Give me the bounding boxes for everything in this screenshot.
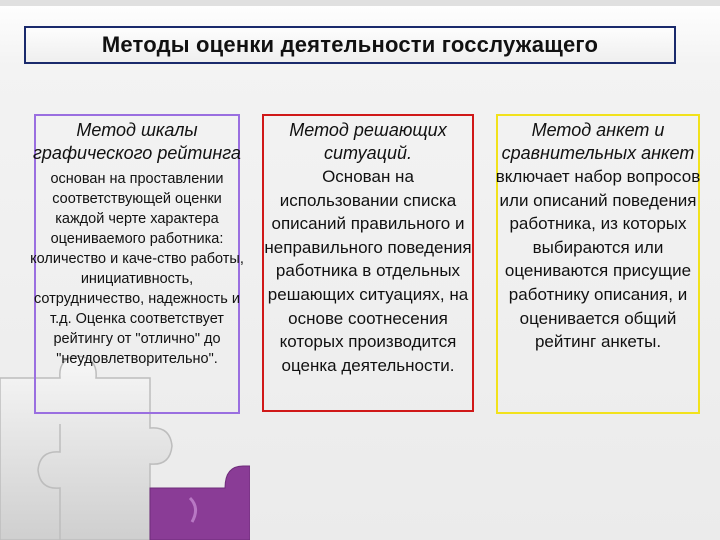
method-column-critical-situations	[262, 119, 474, 377]
method-column-graphic-rating	[30, 119, 244, 369]
method-1-description: основан на проставлении соответствующей оценки каждой черте характера оцениваемого работника: количество и каче-ство работы, инициативность, сотрудничество, надежность и т.д. Оценка соответствует рейтингу от "отлично" до "неудовлетворительно".	[30, 171, 244, 367]
method-3-heading: Метод анкет и сравнительных анкет	[501, 120, 695, 163]
method-column-questionnaires	[492, 119, 704, 354]
method-3-description: включает набор вопросов или описаний поведения работника, из которых выбираются или оцениваются присущие работнику описания, и оценивается общий рейтинг анкеты.	[495, 167, 701, 352]
top-band	[0, 0, 720, 6]
slide-title-box	[24, 26, 676, 64]
slide-title: Методы оценки деятельности госслужащего	[101, 32, 599, 57]
method-2-heading: Метод решающих ситуаций.	[289, 120, 447, 163]
method-2-description: Основан на использовании списка описаний правильного и неправильного поведения работника в отдельных решающих ситуациях, на основе соотнесения которых производится оценка деятельности.	[264, 167, 472, 375]
method-1-heading: Метод шкалы графического рейтинга	[33, 120, 241, 163]
